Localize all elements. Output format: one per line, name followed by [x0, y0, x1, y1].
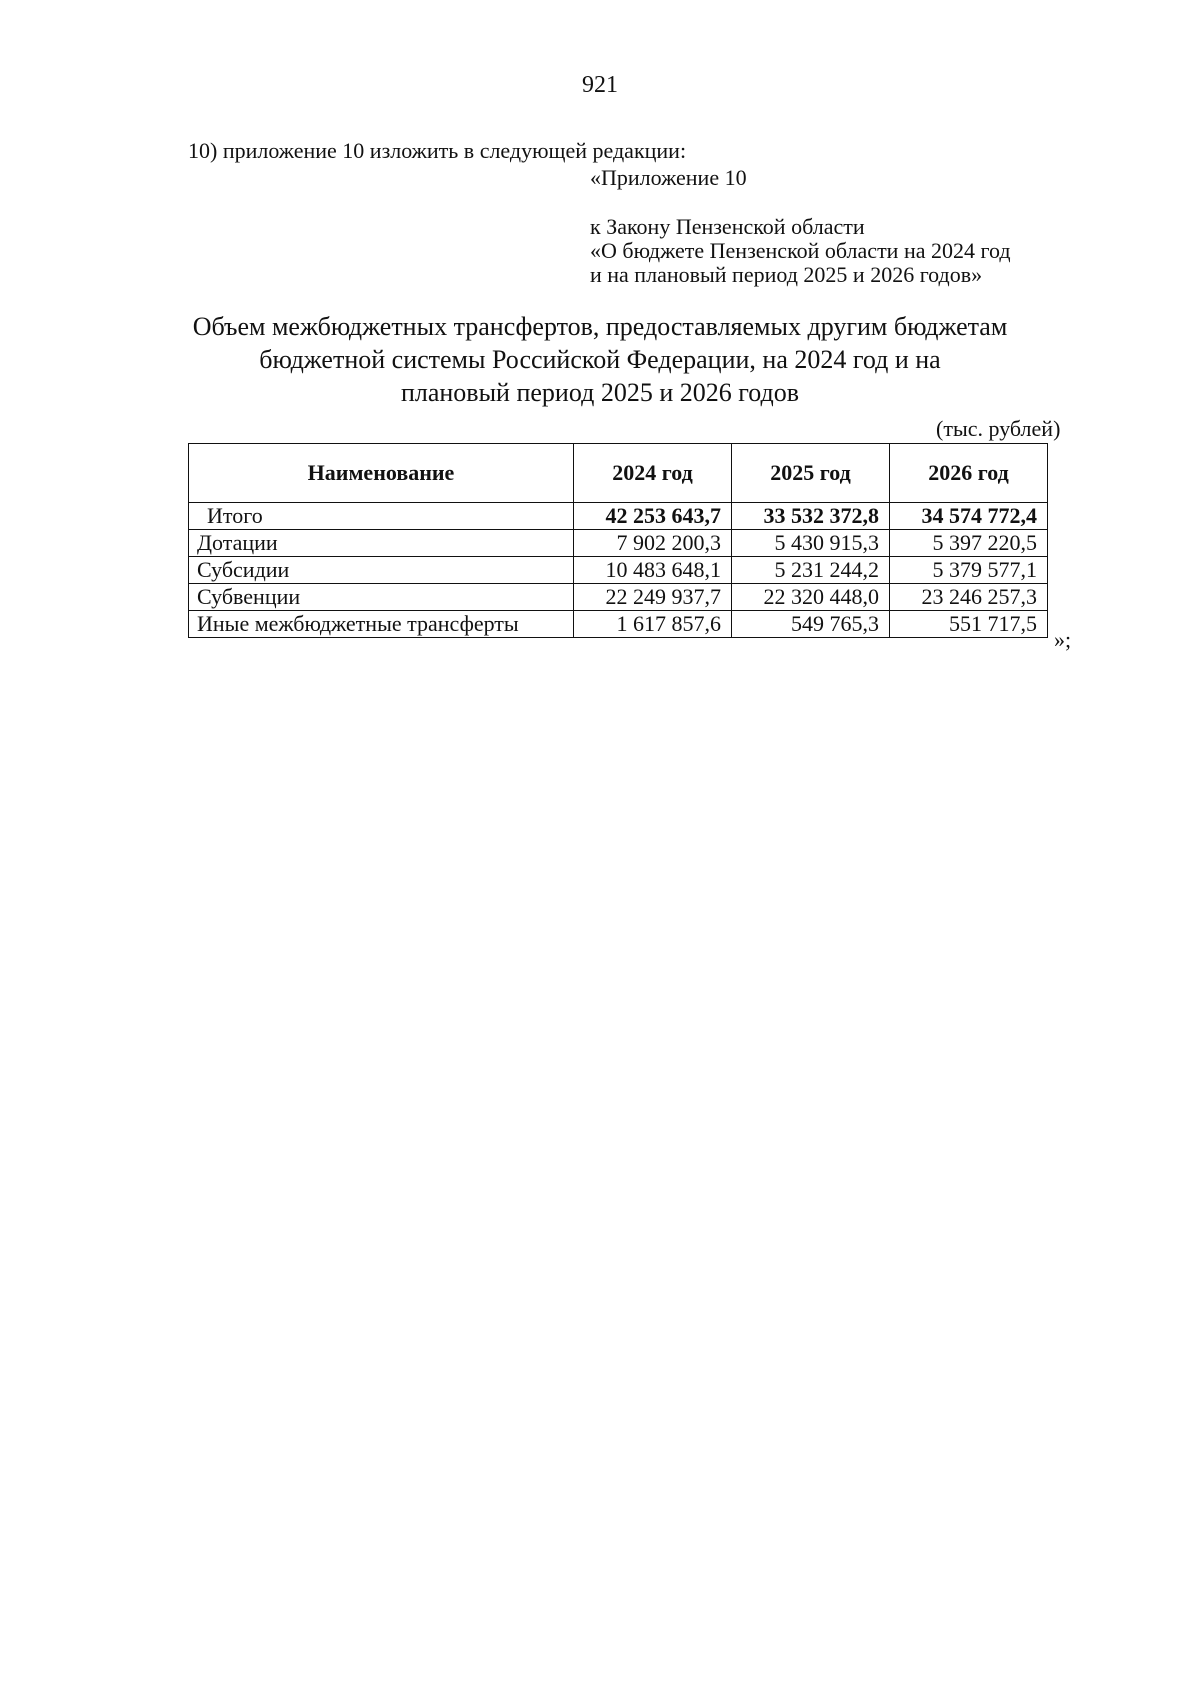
cell-2026: 5 397 220,5	[890, 530, 1048, 557]
appendix-law-line: «О бюджете Пензенской области на 2024 год	[590, 238, 1011, 263]
cell-2026: 551 717,5	[890, 611, 1048, 638]
appendix-title: «Приложение 10	[590, 165, 747, 190]
row-name: Субвенции	[189, 584, 574, 611]
cell-2025: 33 532 372,8	[732, 503, 890, 530]
table-row-total	[189, 503, 1048, 530]
cell-2025: 5 231 244,2	[732, 557, 890, 584]
column-header-2024: 2024 год	[574, 444, 732, 503]
cell-2026: 5 379 577,1	[890, 557, 1048, 584]
cell-2026: 34 574 772,4	[890, 503, 1048, 530]
row-name: Итого	[189, 503, 574, 530]
cell-2024: 22 249 937,7	[574, 584, 732, 611]
transfers-table	[188, 443, 1048, 638]
amendment-instruction: 10) приложение 10 изложить в следующей редакции:	[188, 138, 687, 163]
units-label: (тыс. рублей)	[936, 416, 1061, 441]
cell-2024: 10 483 648,1	[574, 557, 732, 584]
cell-2026: 23 246 257,3	[890, 584, 1048, 611]
table-row	[189, 584, 1048, 611]
cell-2025: 5 430 915,3	[732, 530, 890, 557]
cell-2024: 1 617 857,6	[574, 611, 732, 638]
table-row	[189, 530, 1048, 557]
column-header-2026: 2026 год	[890, 444, 1048, 503]
appendix-law-line: к Закону Пензенской области	[590, 214, 865, 239]
cell-2024: 42 253 643,7	[574, 503, 732, 530]
document-title-line: Объем межбюджетных трансфертов, предоставляемых другим бюджетам	[192, 312, 1008, 341]
document-title-line: плановый период 2025 и 2026 годов	[400, 378, 800, 407]
column-header-name: Наименование	[189, 444, 574, 503]
row-name: Иные межбюджетные трансферты	[189, 611, 574, 638]
row-name: Дотации	[189, 530, 574, 557]
row-name: Субсидии	[189, 557, 574, 584]
table-header-row	[189, 444, 1048, 503]
cell-2024: 7 902 200,3	[574, 530, 732, 557]
appendix-law-line: и на плановый период 2025 и 2026 годов»	[590, 262, 983, 287]
column-header-2025: 2025 год	[732, 444, 890, 503]
table-row	[189, 557, 1048, 584]
cell-2025: 22 320 448,0	[732, 584, 890, 611]
table-row	[189, 611, 1048, 638]
page-number: 921	[582, 72, 618, 98]
document-title-line: бюджетной системы Российской Федерации, на 2024 год и на	[259, 345, 941, 374]
closing-quote: »;	[1054, 627, 1072, 652]
cell-2025: 549 765,3	[732, 611, 890, 638]
